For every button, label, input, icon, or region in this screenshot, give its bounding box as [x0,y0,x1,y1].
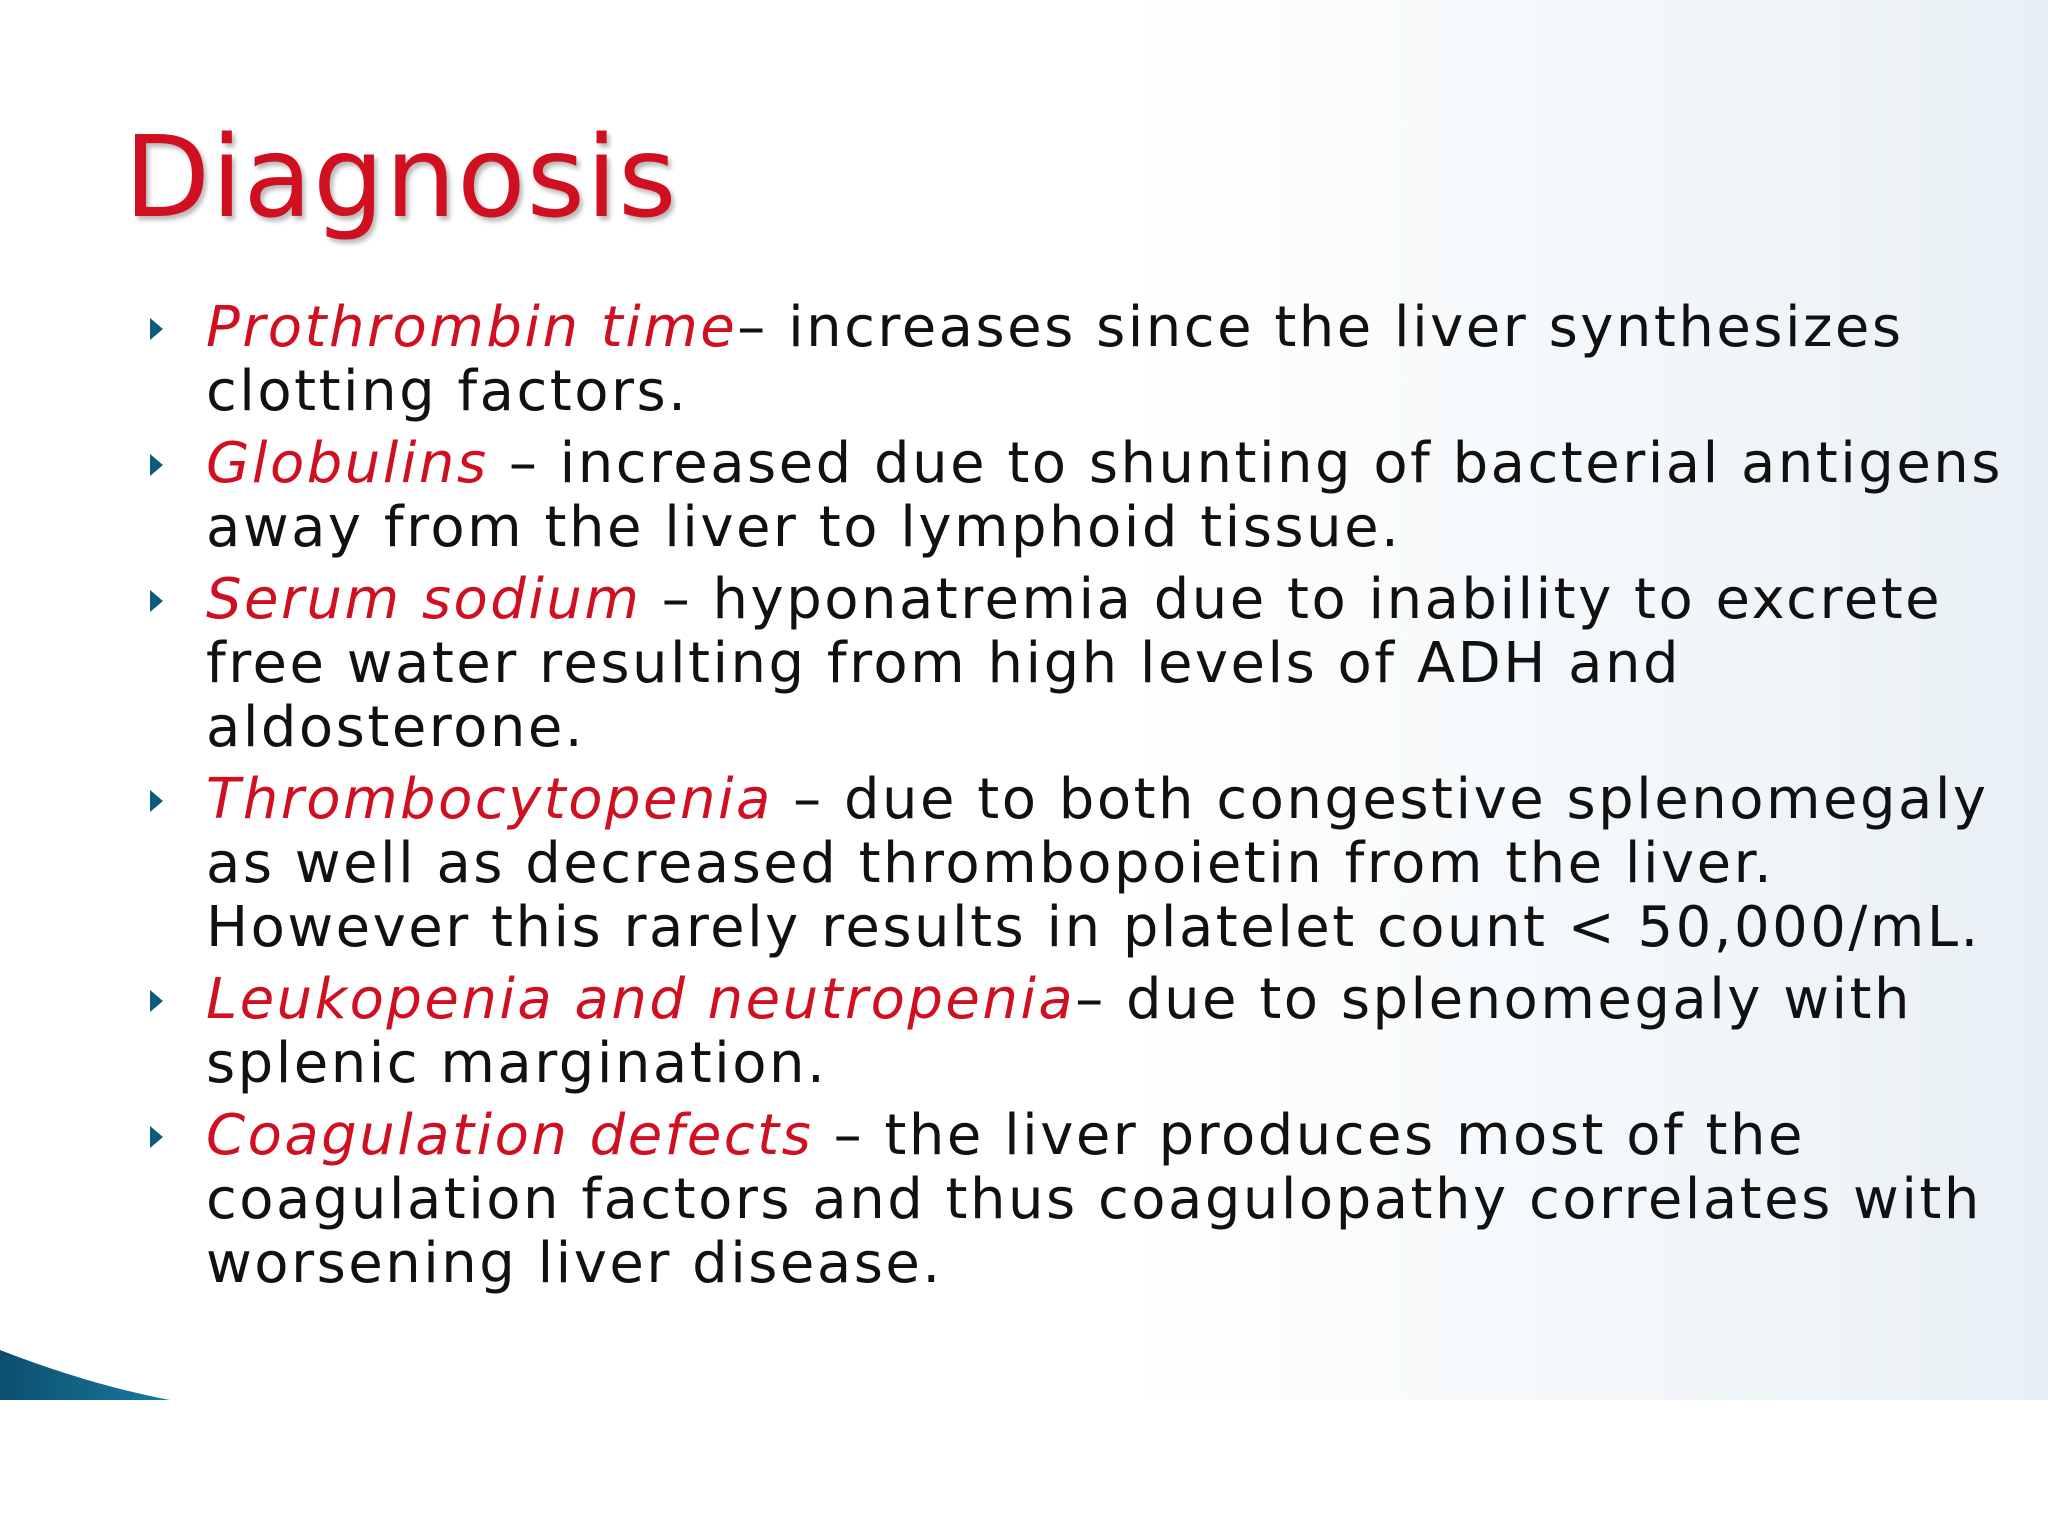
bullet-item [140,432,2020,560]
bullet-list [140,296,2020,1304]
bullet-item [140,568,2020,760]
slide-title: Diagnosis [124,113,678,243]
bullet-item [140,968,2020,1096]
swoosh-decoration [0,1330,200,1400]
page-bottom-margin [0,1400,2048,1536]
bullet-text: – hyponatremia due to inability to excrete free water resulting from high levels of ADH and aldosterone. [206,567,1943,760]
bullet-term: Prothrombin time [206,295,738,360]
bullet-item [140,768,2020,960]
bullet-text: – increased due to shunting of bacterial antigens away from the liver to lymphoid tissue. [206,431,2003,560]
triangle-bullet-icon [150,1126,163,1148]
triangle-bullet-icon [150,318,163,340]
bullet-text: – due to both congestive splenomegaly as well as decreased thrombopoietin from the liver. However this rarely results in platelet count < 50,000/mL. [206,767,1989,960]
triangle-bullet-icon [150,990,163,1012]
bullet-item [140,296,2020,424]
triangle-bullet-icon [150,790,163,812]
bullet-term: Leukopenia and neutropenia [206,967,1076,1032]
bullet-text: – increases since the liver synthesizes clotting factors. [206,295,1904,424]
bullet-text: – due to splenomegaly with splenic margination. [206,967,1912,1096]
bullet-term: Coagulation defects [206,1103,814,1168]
triangle-bullet-icon [150,590,163,612]
bullet-item [140,1104,2020,1296]
bullet-term: Globulins [206,431,489,496]
bullet-term: Serum sodium [206,567,642,632]
triangle-bullet-icon [150,454,163,476]
bullet-text: – the liver produces most of the coagulation factors and thus coagulopathy correlates with worsening liver disease. [206,1103,1982,1296]
bullet-term: Thrombocytopenia [206,767,773,832]
